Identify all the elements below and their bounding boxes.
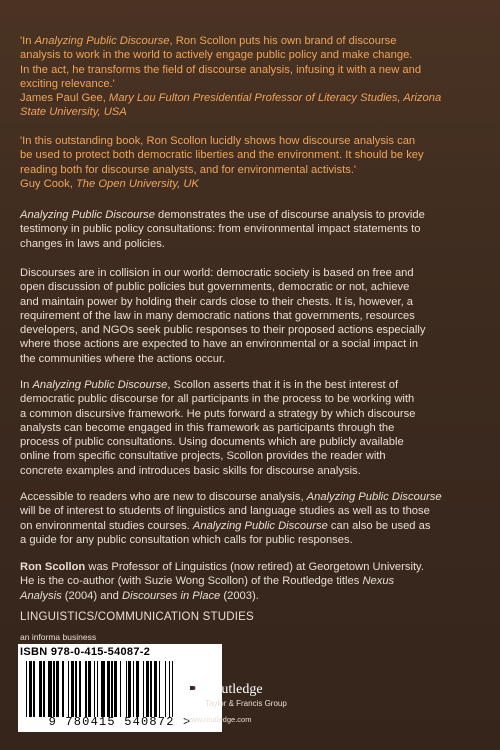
book-title: Analyzing Public Discourse — [32, 379, 168, 391]
description-paragraph-1 — [20, 208, 482, 251]
quote-text: In the act, he transforms the field of discourse analysis, infusing it with a new and — [20, 63, 422, 76]
book-title: Analyzing Public Discourse — [192, 519, 328, 532]
paragraph-text: analysts can become engaged in this framework as participants through the — [20, 421, 395, 434]
paragraph-text: a guide for any public consultation which calls for public responses. — [20, 533, 353, 546]
book-title: Analyzing Public Discourse — [34, 35, 170, 47]
barcode-digits: 9 780415 540872 > — [48, 715, 192, 729]
endorsement-quote-2 — [20, 134, 482, 191]
quote-author: Guy Cook, The Open University, UK — [20, 177, 199, 190]
description-paragraph-4: Accessible to readers who are new to discourse analysis, Analyzing Public Discourse will be of interest to students of linguistics and language studies as well as to those on environmental studies courses. Analyzing Public Discourse can also be used as a guide for any public consultation which calls for public responses. — [20, 490, 482, 547]
informa-label: an informa business — [20, 632, 97, 642]
paragraph-text: where those actions are expected to have an environmental or a social impact in — [20, 338, 419, 351]
paragraph-text: Discourses are in collision in our world: democratic society is based on free and — [20, 267, 414, 279]
description-paragraph-2 — [20, 266, 482, 366]
paragraph-text: changes in laws and policies. — [20, 237, 165, 250]
quote-text: 'In this outstanding book, Ron Scollon lucidly shows how discourse analysis can — [20, 135, 416, 147]
paragraph-text: concrete examples and introduces basic skills for discourse analysis. — [20, 464, 361, 477]
paragraph-text: requirement of the law in many democratic nations that governments, resources — [20, 309, 415, 322]
quote-text: analysis to work in the world to actively engage public policy and make change. — [20, 49, 413, 62]
quote-text: be used to protect both democratic liberties and the environment. It should be key — [20, 149, 424, 162]
subject-category: LINGUISTICS/COMMUNICATION STUDIES — [20, 611, 254, 623]
description-paragraph-3: In Analyzing Public Discourse, Scollon asserts that it is in the best interest of democratic public discourse for all participants in the process to be working with a common discursive framework. He puts forward a strategy by which discourse analysts can become engaged in this framework as participants through the process of public consultations. Using documents which are publicly available online from specific consultative projects, Scollon provides the reader with concrete examples and introduces basic skills for discourse analysis. — [20, 378, 482, 478]
paragraph-text: testimony in public policy consultations: from environmental impact statements to — [20, 223, 421, 236]
publisher-name: Routledge — [205, 682, 263, 697]
paragraph-text: a common discursive framework. He puts forward a strategy by which discourse — [20, 407, 416, 420]
paragraph-text: open discussion of public policies but governments, democratic or not, achieve — [20, 281, 410, 294]
isbn-number: ISBN 978-0-415-54087-2 — [20, 646, 151, 658]
author-name: Ron Scollon — [20, 561, 86, 573]
paragraph-text: will be of interest to students of linguistics and language studies as well as to those — [20, 505, 430, 518]
quote-text: 'In — [20, 35, 35, 47]
quote-text: , Ron Scollon puts his own brand of discourse — [169, 35, 397, 47]
endorsement-quote-1 — [20, 34, 482, 120]
barcode-gap — [173, 661, 176, 717]
paragraph-text: the communities where the actions occur. — [20, 352, 226, 365]
publisher-website: www.routledge.com — [186, 715, 252, 724]
quote-author: James Paul Gee, Mary Lou Fulton Presidential Professor of Literacy Studies, Arizona — [20, 92, 442, 105]
book-title: Analyzing Public Discourse — [20, 209, 155, 221]
paragraph-text: process of public consultations. Using documents which are publicly available — [20, 436, 404, 449]
quote-text: reading both for discourse analysts, and for environmental activists.' — [20, 163, 357, 176]
publisher-group: Taylor & Francis Group — [205, 699, 287, 708]
paragraph-text: online from specific consultative projects, Scollon provides the reader with — [20, 450, 386, 463]
quote-author-affiliation: State University, USA — [20, 106, 127, 119]
routledge-logo-icon — [184, 680, 202, 706]
paragraph-text: and maintain power by holding their cards close to their chests. It is, however, a — [20, 295, 414, 308]
paragraph-text: developers, and NGOs seek public responses to their proposed actions especially — [20, 324, 426, 337]
paragraph-text: demonstrates the use of discourse analysis to provide — [154, 209, 425, 221]
paragraph-text: democratic public discourse for all participants in the process to be working with — [20, 393, 415, 406]
book-title: Analyzing Public Discourse — [306, 491, 442, 503]
quote-text: exciting relevance.' — [20, 77, 115, 90]
author-bio: Ron Scollon was Professor of Linguistics (now retired) at Georgetown University. He is the co-author (with Suzie Wong Scollon) of the Routledge titles Nexus Analysis (2004) and Discourses in Place (2003). — [20, 561, 424, 602]
